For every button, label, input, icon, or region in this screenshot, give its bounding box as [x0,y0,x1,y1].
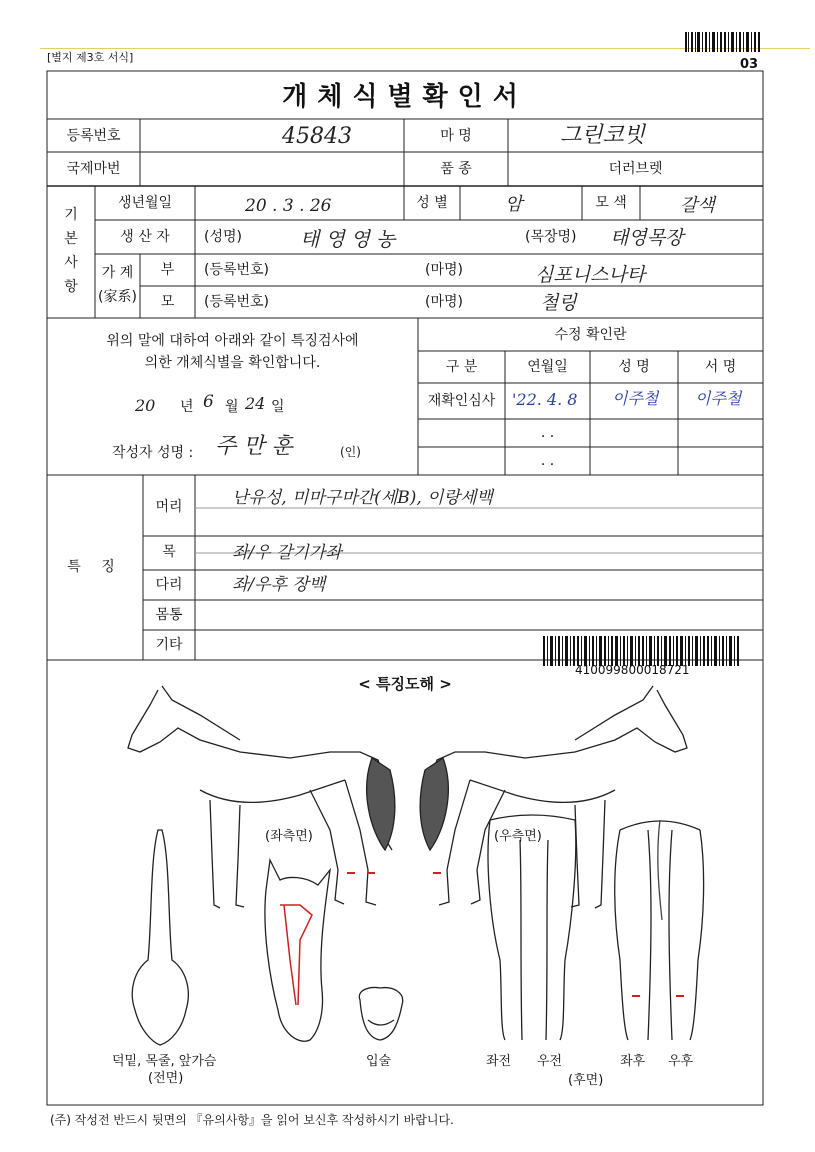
date-day: 24 [245,394,266,413]
ranch-label: (목장명) [525,229,577,245]
basic-label-3: 사 [64,255,78,271]
producer-name-label: (성명) [204,229,242,245]
revision-header-name: 성 명 [618,359,650,375]
revision-row-name: 이주철 [612,389,659,408]
hind-right-label: 우후 [668,1054,694,1069]
basic-label-1: 기 [64,207,78,223]
sire-value: 심포니스나타 [535,264,646,286]
feature-neck-label: 목 [162,544,176,560]
front-right-label: 우전 [537,1054,563,1069]
revision-row-date: '22. 4. 8 [512,390,578,409]
hind-left-label: 좌후 [620,1054,646,1069]
horse-name-value: 그린코빗 [560,123,646,148]
feature-head-value: 난유성, 미마구마간(세B), 이랑세백 [232,488,493,508]
front-left-label: 좌전 [486,1054,512,1069]
revision-title: 수정 확인란 [554,327,627,343]
reg-no-label: 등록번호 [66,128,121,144]
date-day-label: 일 [271,399,285,415]
ranch-value: 태영목장 [610,227,684,249]
revision-row-sign: 이주철 [695,389,742,408]
color-label: 모 색 [595,195,627,211]
footer-note: (주) 작성전 반드시 뒷면의 『유의사항』을 읽어 보신후 작성하시기 바랍니다. [50,1113,454,1127]
document-title: 개체식별확인서 [282,82,528,112]
revision-header-type: 구 분 [445,359,478,375]
front-label: (전면) [148,1071,184,1086]
front-legs-view [488,815,576,1040]
sex-label: 성 별 [416,195,448,211]
revision-empty-date-1: . . [540,425,555,441]
basic-label-4: 항 [64,279,78,295]
features-label: 특 징 [67,559,123,575]
seal-label: (인) [340,445,361,459]
page-number: 03 [740,57,759,72]
rear-label: (후면) [568,1073,604,1088]
feature-other-label: 기타 [155,637,183,653]
producer-label: 생 산 자 [120,229,170,245]
revision-header-date: 연월일 [527,359,568,375]
feature-neck-value: 좌/우 갈기가좌 [232,543,342,563]
muzzle-view [359,988,402,1041]
date-year-label: 년 [180,399,194,415]
reg-no-value: 45843 [282,124,352,149]
left-side-label: (좌측면) [265,829,313,844]
confirm-text-1: 위의 말에 대하여 아래와 같이 특징검사에 [106,333,359,349]
barcode-number: 410099800018721 [575,663,690,677]
breed-value: 더러브렛 [608,161,663,177]
revision-row-label: 재확인심사 [427,393,496,409]
head-front-view [265,860,330,1041]
basic-label-2: 본 [64,231,78,247]
rear-view [615,820,704,1040]
dam-value: 철링 [540,292,577,314]
diagram-title: < 특징도해 > [358,675,452,693]
sire-reg-label: (등록번호) [204,262,270,278]
sire-label: 부 [160,262,175,278]
dam-label: 모 [160,294,175,310]
lineage-label-2: (家系) [98,289,137,305]
form-label: [별지 제3호 서식] [47,51,134,64]
date-prefix: 20 [135,396,156,415]
left-tail [367,758,395,850]
confirm-text-2: 의한 개체식별을 확인합니다. [144,355,321,371]
feature-head-label: 머리 [155,499,183,515]
revision-empty-date-2: . . [540,453,555,469]
lineage-label-1: 가 계 [101,265,134,281]
writer-label: 작성자 성명 : [112,445,194,461]
dam-name-label: (마명) [425,294,463,310]
muzzle-label: 입술 [366,1054,392,1069]
front-caption: 덕밑, 목줄, 앞가슴 [112,1054,217,1069]
producer-name-value: 태영영농 [300,227,402,251]
sire-name-label: (마명) [425,262,463,278]
date-month-label: 월 [225,399,239,415]
sex-value: 암 [505,194,523,215]
front-view [132,830,188,1045]
writer-value: 주 만 훈 [215,434,293,459]
right-side-horse [420,686,687,908]
date-month: 6 [203,392,214,412]
right-side-label: (우측면) [494,829,542,844]
dam-reg-label: (등록번호) [204,294,270,310]
revision-header-sign: 서 명 [704,359,737,375]
horse-name-label: 마 명 [440,128,472,144]
intl-no-label: 국제마번 [66,161,121,177]
feature-body-label: 몸통 [155,607,183,623]
feature-legs-value: 좌/우후 장백 [232,575,326,595]
color-value: 갈색 [680,195,715,216]
birth-value: 20 . 3 . 26 [245,196,332,216]
feature-legs-label: 다리 [155,577,183,593]
birth-label: 생년월일 [117,195,173,211]
breed-label: 품 종 [440,161,472,177]
